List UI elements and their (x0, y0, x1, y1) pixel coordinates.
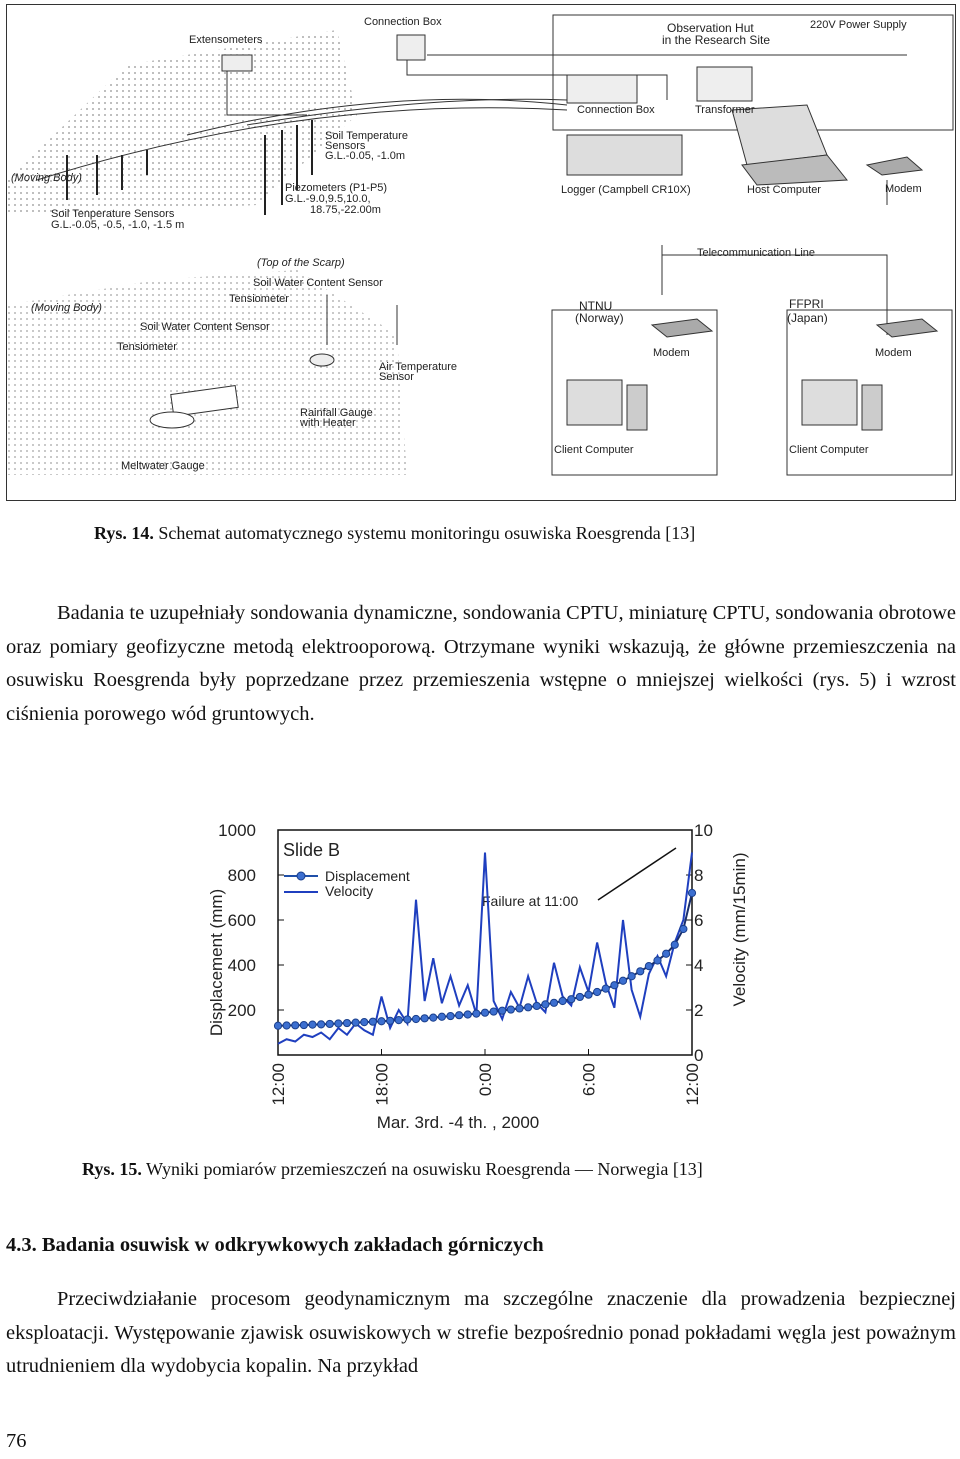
paragraph-1: Badania te uzupełniały sondowania dynamiczne, sondowania CPTU, miniaturę CPTU, sondowania obrotowe oraz pomiary geofizyczne metodą elektrooporową. Otrzymane wyniki wskazują, że główne przemieszczenia na osuwisku Roesgrenda były poprzedzane przez przemieszenia wstępne o mniejszej wielkości (rys. 5) i wzrost ciśnienia porowego wód gruntowych. (6, 602, 956, 725)
displacement-point (671, 941, 678, 948)
displacement-point (645, 963, 652, 970)
label-client-2: Client Computer (789, 444, 869, 456)
legend-label-displacement: Displacement (325, 868, 410, 884)
legend-marker-displacement (297, 872, 305, 880)
page-number: 76 (6, 1430, 27, 1452)
label-moving-body-1: (Moving Body) (11, 172, 82, 184)
displacement-point (585, 991, 592, 998)
label-piezometers-1: Piezometers (P1-P5) (285, 182, 388, 194)
label-ntnu-2: (Norway) (575, 311, 624, 325)
displacement-point (550, 999, 557, 1006)
label-connection-box-top: Connection Box (364, 16, 442, 28)
y-axis-label: Displacement (mm) (207, 888, 226, 1037)
displacement-point (369, 1018, 376, 1025)
label-transformer: Transformer (695, 104, 755, 116)
displacement-point (481, 1009, 488, 1016)
displacement-point (654, 957, 661, 964)
failure-annotation: Failure at 11:00 (482, 893, 579, 909)
displacement-velocity-chart (200, 812, 780, 1152)
label-ntnu-1: NTNU (579, 299, 613, 313)
x-axis-label: Mar. 3rd. -4 th. , 2000 (376, 1113, 540, 1132)
displacement-point (343, 1019, 350, 1026)
failure-arrow (598, 848, 676, 900)
label-host-computer: Host Computer (747, 184, 821, 196)
y-tick-label: 200 (227, 1001, 256, 1020)
label-power-supply: 220V Power Supply (810, 19, 907, 31)
displacement-point (611, 982, 618, 989)
label-soil-water-1: Soil Water Content Sensor (253, 277, 383, 289)
displacement-point (507, 1006, 514, 1013)
displacement-point (318, 1021, 325, 1028)
label-air-temp-2: Sensor (379, 371, 414, 383)
x-tick-label: 12:00 (683, 1063, 702, 1106)
displacement-point (274, 1022, 281, 1029)
label-tensiometer-1: Tensiometer (229, 293, 289, 305)
label-moving-body-2: (Moving Body) (31, 302, 102, 314)
displacement-point (404, 1016, 411, 1023)
displacement-point (559, 997, 566, 1004)
caption-fig15-number: Rys. 15. (82, 1159, 142, 1179)
ground-bottom (7, 270, 407, 475)
displacement-point (326, 1020, 333, 1027)
label-ffpri-2: (Japan) (787, 311, 828, 325)
y2-tick-label: 4 (694, 956, 704, 975)
displacement-point (387, 1017, 394, 1024)
chart-title: Slide B (283, 840, 341, 860)
caption-fig14-text: Schemat automatycznego systemu monitoringu osuwiska Roesgrenda [13] (153, 523, 696, 543)
y-tick-label: 1000 (218, 821, 256, 840)
displacement-point (568, 996, 575, 1003)
displacement-point (335, 1020, 342, 1027)
displacement-point (464, 1011, 471, 1018)
displacement-point (533, 1002, 540, 1009)
displacement-point (473, 1010, 480, 1017)
monitoring-system-diagram (6, 4, 956, 501)
displacement-point (688, 889, 695, 896)
label-telecom-line: Telecommunication Line (697, 247, 816, 259)
label-soil-temp-left-1: Soil Tenperature Sensors (51, 208, 175, 220)
displacement-point (516, 1005, 523, 1012)
displacement-point (542, 1001, 549, 1008)
displacement-point (637, 968, 644, 975)
displacement-point (576, 993, 583, 1000)
displacement-point (395, 1017, 402, 1024)
label-connection-box-hut: Connection Box (577, 104, 655, 116)
caption-fig15-text: Wyniki pomiarów przemieszczeń na osuwisku Roesgrenda — Norwegia [13] (141, 1159, 703, 1179)
displacement-point (438, 1013, 445, 1020)
label-extensometers: Extensometers (189, 34, 263, 46)
label-rainfall-2: with Heater (300, 417, 356, 429)
caption-fig14 (94, 523, 695, 544)
x-tick-label: 6:00 (579, 1063, 599, 1097)
series-displacement-line (278, 893, 692, 1026)
label-observation-hut-1: Observation Hut (667, 21, 754, 35)
label-modem-top: Modem (885, 183, 922, 195)
label-top-of-scarp: (Top of the Scarp) (257, 257, 345, 269)
label-modem-ntnu: Modem (653, 347, 690, 359)
y2-tick-label: 6 (694, 911, 704, 930)
paragraph-2: Przeciwdziałanie procesom geodynamicznym ma szczególne znaczenie dla prowadzenia bezpiecznej eksploatacji. Występowanie zjawisk osuwiskowych w strefie bezpośrednio ponad pokładami węgla jest poważnym utrudnieniem dla wydobycia kopalin. Na przykład (6, 1288, 956, 1377)
displacement-point (602, 985, 609, 992)
legend-label-velocity: Velocity (325, 883, 374, 899)
label-piezometers-2: G.L.-9.0,9.5,10.0, (285, 193, 371, 205)
y-tick-label: 800 (227, 866, 256, 885)
y-tick-label: 600 (227, 911, 256, 930)
label-air-temp-1: Air Temperature (379, 361, 458, 373)
displacement-point (619, 977, 626, 984)
displacement-point (292, 1022, 299, 1029)
x-tick-label: 18:00 (372, 1063, 392, 1106)
label-meltwater: Meltwater Gauge (121, 460, 205, 472)
y2-tick-label: 8 (694, 866, 704, 885)
label-client-1: Client Computer (554, 444, 634, 456)
y2-tick-label: 2 (694, 1001, 704, 1020)
label-tensiometer-2: Tensiometer (117, 341, 177, 353)
displacement-point (300, 1021, 307, 1028)
displacement-point (628, 973, 635, 980)
caption-fig14-number: Rys. 14. (94, 523, 154, 543)
label-soil-temp-left-2: G.L.-0.05, -0.5, -1.0, -1.5 m (51, 219, 185, 231)
y2-tick-label: 10 (694, 821, 713, 840)
displacement-point (421, 1015, 428, 1022)
displacement-point (447, 1012, 454, 1019)
displacement-point (283, 1022, 290, 1029)
label-observation-hut-2: in the Research Site (662, 33, 771, 47)
displacement-point (456, 1012, 463, 1019)
displacement-point (594, 988, 601, 995)
x-tick-label: 0:00 (476, 1063, 495, 1097)
label-soil-temp-right-2: Sensors (325, 140, 366, 152)
displacement-point (430, 1014, 437, 1021)
displacement-point (309, 1021, 316, 1028)
displacement-point (361, 1019, 368, 1026)
label-piezometers-3: 18.75,-22.00m (310, 204, 381, 216)
section-heading-4-3: 4.3. Badania osuwisk w odkrywkowych zakładach górniczych (6, 1234, 544, 1256)
x-tick-label: 12:00 (269, 1063, 288, 1106)
label-logger: Logger (Campbell CR10X) (561, 184, 691, 196)
displacement-point (525, 1004, 532, 1011)
displacement-point (412, 1015, 419, 1022)
displacement-point (663, 950, 670, 957)
label-soil-temp-right-3: G.L.-0.05, -1.0m (325, 150, 406, 162)
label-soil-temp-right-1: Soil Temperature (325, 130, 408, 142)
y-tick-label: 400 (227, 956, 256, 975)
label-rainfall-1: Rainfall Gauge (300, 407, 373, 419)
label-soil-water-2: Soil Water Content Sensor (140, 321, 270, 333)
displacement-point (490, 1008, 497, 1015)
displacement-point (378, 1018, 385, 1025)
caption-fig15 (82, 1159, 703, 1180)
label-modem-ffpri: Modem (875, 347, 912, 359)
displacement-point (499, 1007, 506, 1014)
y2-tick-label: 0 (694, 1046, 704, 1065)
displacement-point (352, 1019, 359, 1026)
displacement-point (680, 925, 687, 932)
label-ffpri-1: FFPRI (789, 297, 824, 311)
y2-axis-label: Velocity (mm/15min) (730, 852, 749, 1007)
